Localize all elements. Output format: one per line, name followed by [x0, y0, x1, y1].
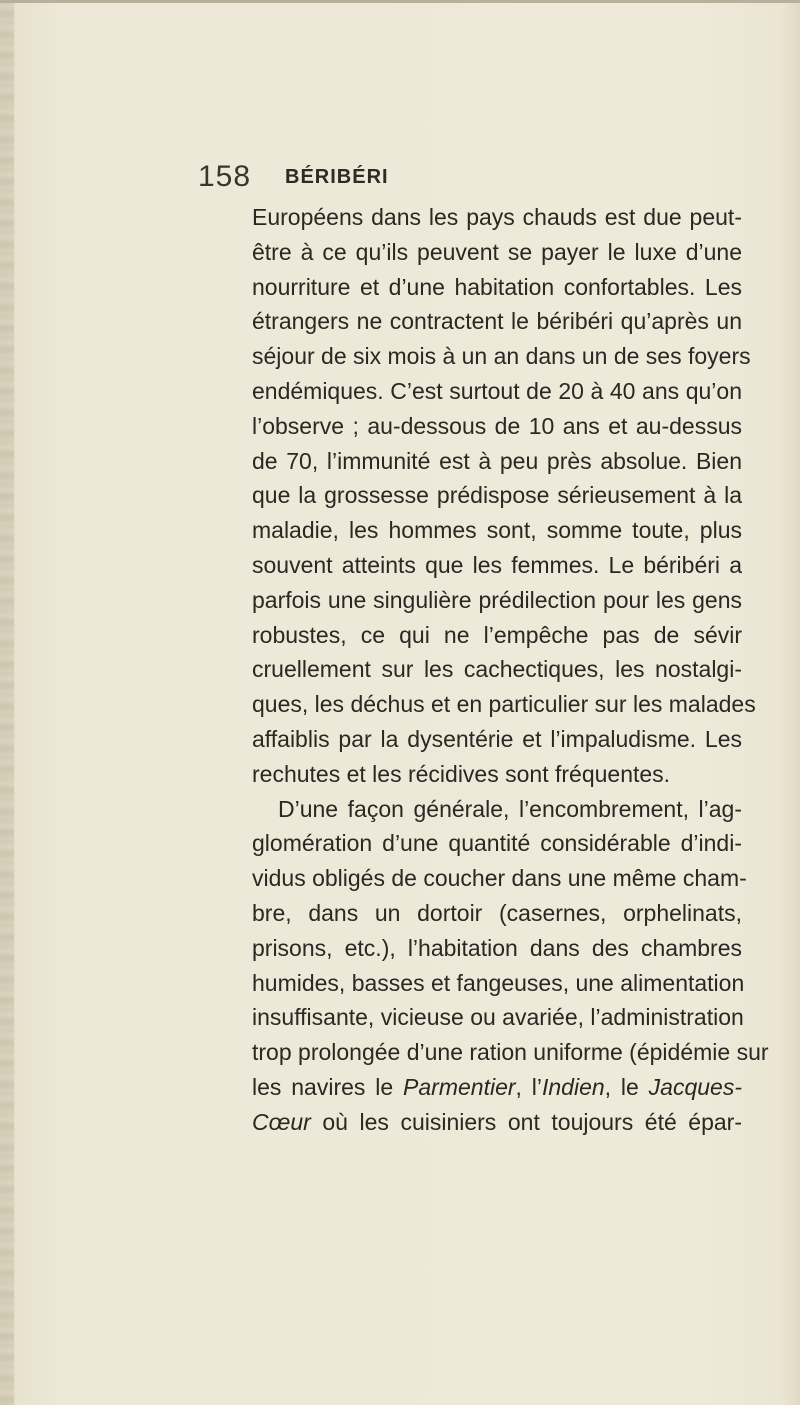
text-line: trop prolongée d’une ration uniforme (épidémie sur: [252, 1039, 769, 1066]
text-line: maladie, les hommes sont, somme toute, plus: [252, 517, 742, 544]
page-number: 158: [198, 160, 252, 193]
text-line-with-italics: [252, 1105, 742, 1140]
text-line: séjour de six mois à un an dans un de ses foyers: [252, 343, 751, 370]
text-run: , le: [604, 1073, 649, 1100]
text-line: parfois une singulière prédilection pour les gens: [252, 586, 742, 613]
text-run: , l’: [515, 1073, 542, 1100]
page-binding-edge: [0, 0, 14, 1405]
text-line: affaiblis par la dysentérie et l’impaludisme. Les: [252, 725, 742, 752]
text-line: bre, dans un dortoir (casernes, orphelinats,: [252, 899, 742, 926]
text-line: étrangers ne contractent le béribéri qu’après un: [252, 308, 742, 335]
ship-name-jacques: Jacques-: [648, 1073, 742, 1100]
text-line: Européens dans les pays chauds est due peut-: [252, 204, 742, 230]
body-text: [252, 200, 769, 1140]
text-line: insuffisante, vicieuse ou avariée, l’administration: [252, 1004, 744, 1031]
ship-name-parmentier: Parmentier: [403, 1073, 516, 1100]
text-line: nourriture et d’une habitation confortables. Les: [252, 273, 742, 300]
text-line-paragraph-start: D’une façon générale, l’encombrement, l’ag-: [278, 795, 742, 822]
text-line: humides, basses et fangeuses, une alimentation: [252, 969, 745, 996]
text-line: vidus obligés de coucher dans une même cham-: [252, 865, 747, 892]
page-header: [198, 160, 718, 193]
text-line: que la grossesse prédispose sérieusement à la: [252, 482, 742, 509]
text-line: glomération d’une quantité considérable d’indi-: [252, 830, 742, 857]
text-line: être à ce qu’ils peuvent se payer le luxe d’une: [252, 238, 742, 265]
text-line: endémiques. C’est surtout de 20 à 40 ans qu’on: [252, 377, 742, 404]
text-line-paragraph-end: rechutes et les récidives sont fréquentes.: [252, 760, 671, 787]
text-line: l’observe ; au-dessous de 10 ans et au-dessus: [252, 412, 742, 439]
ship-name-coeur: Cœur: [252, 1108, 311, 1135]
text-run: où les cuisiniers ont toujours été épar-: [310, 1108, 742, 1135]
text-line: souvent atteints que les femmes. Le béribéri a: [252, 551, 742, 578]
ship-name-indien: Indien: [541, 1073, 605, 1100]
text-line: cruellement sur les cachectiques, les nostalgi-: [252, 656, 742, 683]
text-line: prisons, etc.), l’habitation dans des chambres: [252, 934, 742, 961]
text-line: de 70, l’immunité est à peu près absolue. Bien: [252, 447, 742, 474]
text-line-with-italics: [252, 1070, 742, 1105]
text-line: ques, les déchus et en particulier sur les malades: [252, 691, 756, 718]
text-line: robustes, ce qui ne l’empêche pas de sévir: [252, 621, 742, 648]
page-top-edge: [0, 0, 800, 3]
running-head: BÉRIBÉRI: [285, 166, 389, 188]
text-run: les navires le: [252, 1073, 404, 1100]
